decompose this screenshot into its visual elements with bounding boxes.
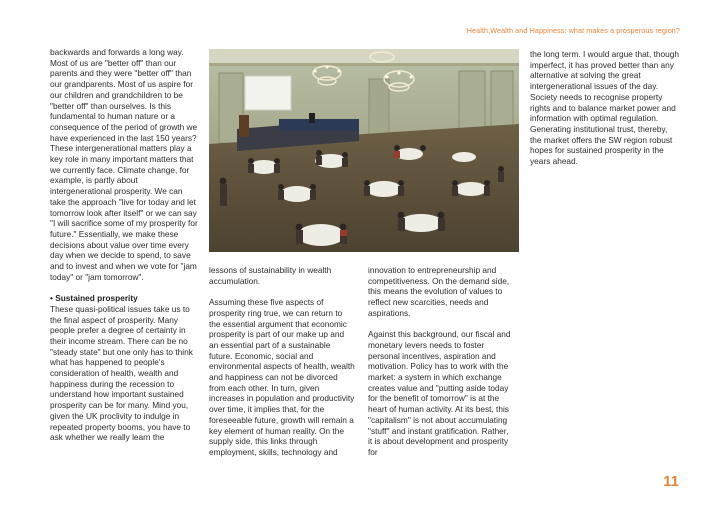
paragraph: Assuming these five aspects of prosperity ring true, we can return to the essential argument that economic prosperity is part of our make up and an essential part of a sustainable future. Economic, social and environmental aspects of health, wealth and happiness can not be divorced from each other. In turn, given increases in population and productivity over time, it implies that, for the foreseeable future, growth will remain a key element of human reality. On the supply side, this links through employment, skills, technology and — [209, 297, 355, 457]
text-column-1 — [50, 47, 200, 454]
conference-photo — [209, 49, 519, 252]
paragraph: innovation to entrepreneurship and competitiveness. On the demand side, this means the evolution of values to reflect new scarcities, needs and aspirations. — [368, 265, 510, 318]
running-head: Health,Wealth and Happiness: what makes a prosperous region? — [466, 26, 680, 35]
paragraph: Against this background, our fiscal and monetary levers needs to foster personal incentives, aspiration and motivation. Policy has to work with the market: a system in which exchange creates value and "putting aside today for the benefit of tomorrow" is at the heart of human activity. At its best, this "capitalism" is not about accumulating "stuff" and instant gratification. Rather, it is about development and prosperity for — [368, 329, 511, 457]
paragraph: the long term. I would argue that, though imperfect, it has proved better than any alternative at solving the great intergenerational issues of the day. Society needs to recognise property rights and to balance market power and information with optimal regulation. Generating institutional trust, thereby, the market offers the SW region robust hopes for sustained prosperity in the years ahead. — [530, 49, 679, 167]
paragraph: lessons of sustainability in wealth accumulation. — [209, 265, 332, 286]
text-column-3 — [368, 265, 514, 468]
paragraph: These quasi-political issues take us to the final aspect of prosperity. Many people prefer a degree of certainty in their income stream. There can be no "steady state" but one only has to think what has happened to people's consideration of health, wealth and happiness during the recession to understand how important sustained prosperity can be for many. Mind you, given the UK proclivity to indulge in repeated property booms, you have to ask whether we really learn the — [50, 303, 193, 443]
page-number: 11 — [663, 473, 679, 490]
text-column-4 — [530, 49, 680, 177]
section-subheading: • Sustained prosperity — [50, 293, 138, 304]
paragraph: backwards and forwards a long way. Most of us are "better off" than our parents and they were "better off" than our grandparents. Most of us aspire for our children and grandchildren to be "better off" than ourselves. Is this fundamental to human nature or a consequence of the period of growth we have experienced in the last 150 years? These intergenerational matters play a key role in many important matters that we currently face. Climate change, for example, is partly about intergenerational prosperity. We can take the approach "live for today and let tomorrow look after itself" or we can say "I will sacrifice some of my prosperity for future." Essentially, we make these decisions about value over time every day when we decide to spend, to save and to invest and when we vote for "jam today" or "jam tomorrow". — [50, 47, 198, 282]
text-column-2 — [209, 265, 355, 468]
